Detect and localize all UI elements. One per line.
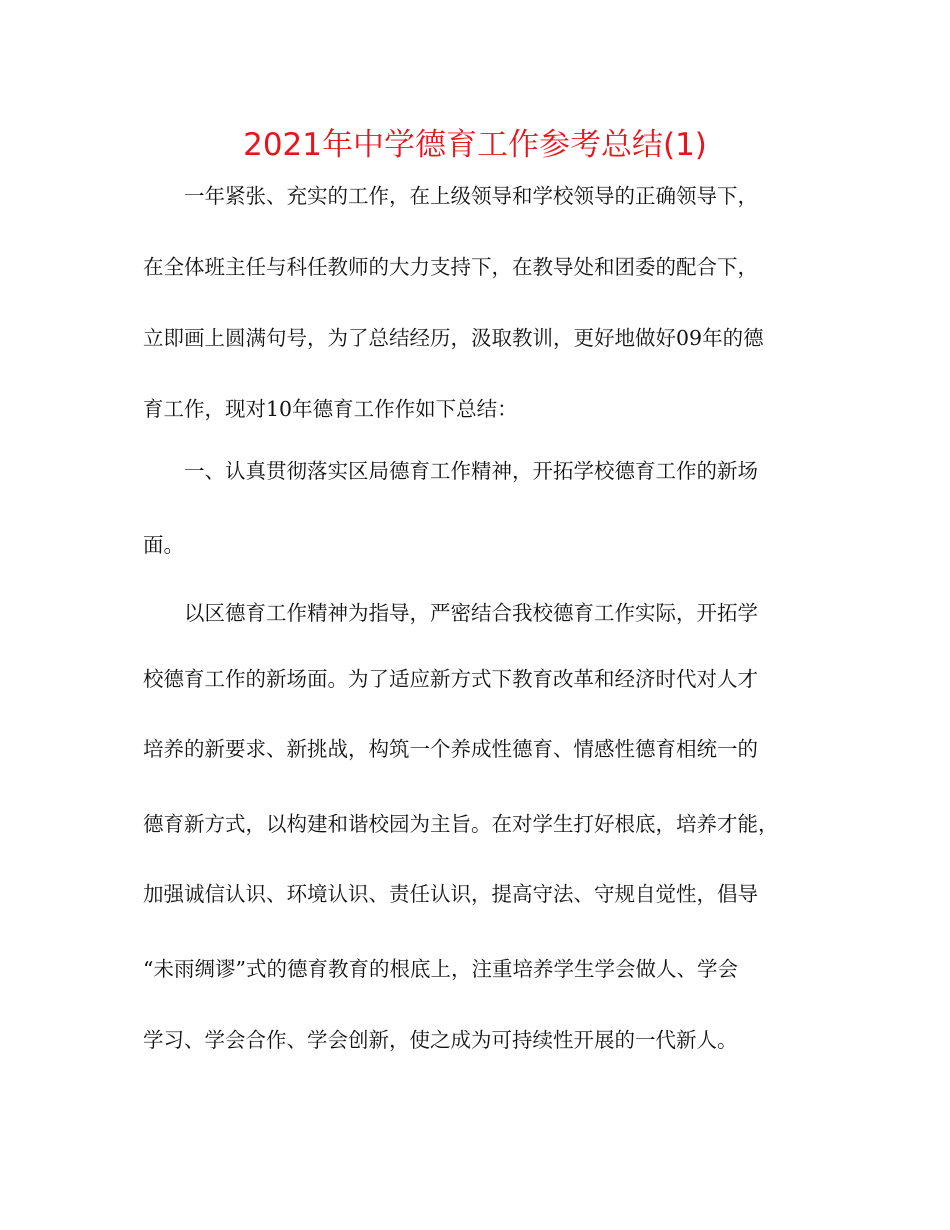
document-title: 2021年中学德育工作参考总结(1) — [243, 127, 707, 163]
paragraph-line: 学习、学会合作、学会创新，使之成为可持续性开展的一代新人。 — [143, 1028, 738, 1052]
paragraph-line: 德育新方式，以构建和谐校园为主旨。在对学生打好根底，培养才能， — [143, 812, 779, 836]
paragraph-line: “未雨绸谬”式的德育教育的根底上，注重培养学生学会做人、学会 — [143, 957, 738, 981]
paragraph-line: 立即画上圆满句号，为了总结经历，汲取教训，更好地做好09年的德 — [143, 326, 764, 350]
paragraph-line: 育工作，现对10年德育工作作如下总结： — [143, 397, 518, 421]
section-heading-line: 一、认真贯彻落实区局德育工作精神，开拓学校德育工作的新场 — [184, 459, 758, 483]
paragraph-line: 加强诚信认识、环境认识、责任认识，提高守法、守规自觉性，倡导 — [143, 882, 758, 906]
paragraph-line: 在全体班主任与科任教师的大力支持下，在教导处和团委的配合下， — [143, 255, 758, 279]
paragraph-line: 以区德育工作精神为指导，严密结合我校德育工作实际，开拓学 — [184, 601, 758, 625]
paragraph-line: 校德育工作的新场面。为了适应新方式下教育改革和经济时代对人才 — [143, 667, 758, 691]
paragraph-line: 一年紧张、充实的工作，在上级领导和学校领导的正确领导下， — [184, 184, 758, 208]
paragraph-line: 培养的新要求、新挑战，构筑一个养成性德育、情感性德育相统一的 — [143, 737, 758, 761]
section-heading-line: 面。 — [143, 533, 184, 557]
